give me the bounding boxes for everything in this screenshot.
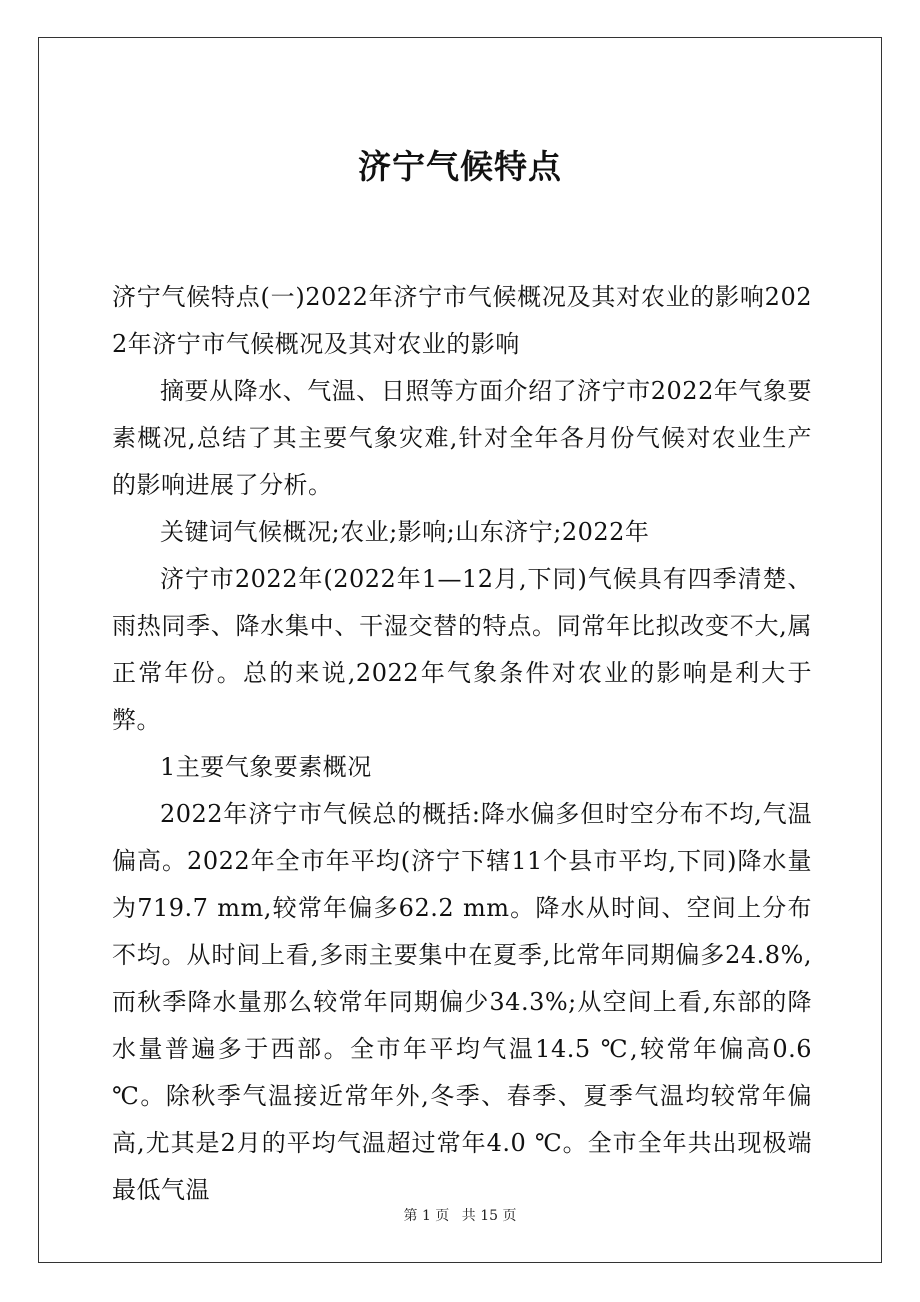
page-footer — [0, 1206, 920, 1226]
section-heading: 1主要气象要素概况 — [160, 753, 372, 781]
paragraph-summary: 2022年济宁市气候总的概括:降水偏多但时空分布不均,气温偏高。2022年全市年平均(济宁下辖11个县市平均,下同)降水量为719.7 mm,较常年偏多62.2 mm。降水从时间、空间上分布不均。从时间上看,多雨主要集中在夏季,比常年同期偏多24.8%,而秋季降水量那么较常年同期偏少34.3%;从空间上看,东部的降水量普遍多于西部。全市年平均气温14.5 ℃,较常年偏高0.6 ℃。除秋季气温接近常年外,冬季、春季、夏季气温均较常年偏高,尤其是2月的平均气温超过常年4.0 ℃。全市全年共出现极端最低气温 — [112, 800, 812, 1204]
paragraph-abstract: 摘要从降水、气温、日照等方面介绍了济宁市2022年气象要素概况,总结了其主要气象灾难,针对全年各月份气候对农业生产的影响进展了分析。 — [112, 377, 812, 499]
document-body — [112, 274, 812, 1214]
paragraph-keywords: 关键词气候概况;农业;影响;山东济宁;2022年 — [160, 518, 650, 546]
page-number: 第 1 页 — [403, 1208, 450, 1224]
paragraph-overview: 济宁市2022年(2022年1—12月,下同)气候具有四季清楚、雨热同季、降水集中、干湿交替的特点。同常年比拟改变不大,属正常年份。总的来说,2022年气象条件对农业的影响是利大于弊。 — [112, 565, 812, 734]
paragraph-intro: 济宁气候特点(一)2022年济宁市气候概况及其对农业的影响2022年济宁市气候概况及其对农业的影响 — [112, 283, 812, 358]
page-total: 共 15 页 — [461, 1208, 517, 1224]
document-title: 济宁气候特点 — [358, 147, 562, 186]
